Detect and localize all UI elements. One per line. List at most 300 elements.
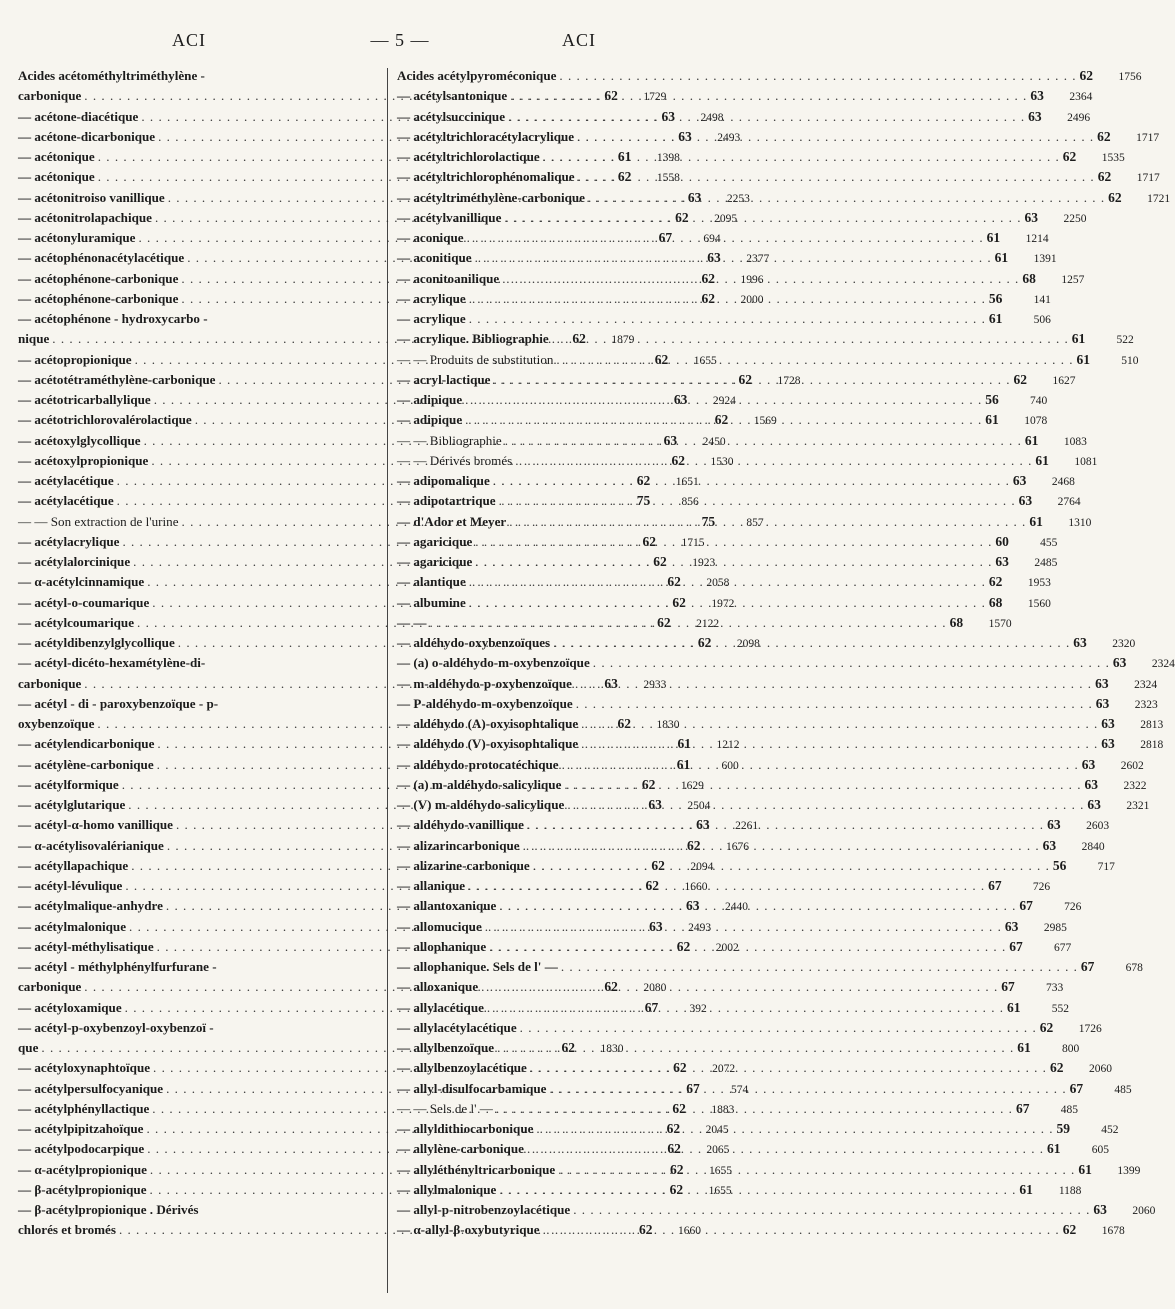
- index-entry: [397, 188, 1171, 208]
- volume-number: 63: [1093, 1202, 1107, 1217]
- entry-term: — P-aldéhydo-m-oxybenzoïque: [397, 695, 573, 711]
- dot-leader: [465, 410, 982, 430]
- entry-term: — acétylacrylique: [18, 533, 120, 549]
- entry-line: [397, 410, 1048, 430]
- volume-number: 62: [672, 1100, 686, 1116]
- index-entry: [397, 228, 1049, 248]
- page-reference: 856: [681, 496, 699, 509]
- entry-term: — adipomalique: [397, 473, 490, 488]
- entry-line: [397, 957, 1143, 977]
- entry-term: — aconitoanilique: [397, 270, 500, 286]
- entry-term: — acétonitrolapachique: [18, 209, 152, 225]
- index-entry: [397, 1079, 1132, 1099]
- index-entry: [397, 957, 1143, 977]
- entry-term: — acétylène-carbonique: [18, 756, 154, 772]
- page-reference: 2065: [706, 1144, 730, 1157]
- entry-term: — α-allyl-β-oxybutyrique: [397, 1222, 540, 1238]
- page-reference: 678: [1125, 962, 1143, 974]
- page-number: — 5 —: [370, 30, 430, 50]
- volume-number: 63: [1047, 817, 1061, 833]
- page-reference: 506: [1033, 314, 1051, 326]
- page-reference: 717: [1097, 860, 1115, 873]
- index-entry: [397, 208, 1087, 228]
- entry-line-continued: [18, 653, 374, 673]
- entry-term: — acétophénone - hydroxycarbo -: [18, 311, 208, 326]
- volume-number: 67: [658, 230, 673, 245]
- page-reference: 2603: [1086, 820, 1110, 833]
- dot-leader: [561, 957, 1078, 977]
- dot-leader: [465, 390, 982, 410]
- volume-number: 62: [657, 614, 671, 630]
- index-entry: [397, 1018, 1102, 1038]
- dot-leader: [576, 694, 1093, 714]
- page-reference: 1883: [711, 1103, 735, 1116]
- index-entry: [397, 998, 1070, 1018]
- entry-line: [397, 471, 1075, 491]
- dot-leader: [550, 1079, 1067, 1099]
- page-reference: 2324: [1134, 678, 1158, 691]
- entry-term: — acétylendicarbonique: [18, 736, 155, 752]
- index-entry: [397, 775, 1147, 795]
- entry-term: — acétyllapachique: [18, 857, 129, 873]
- volume-number: 63: [1004, 918, 1019, 934]
- volume-number: 56: [988, 290, 1003, 306]
- volume-number: 62: [701, 270, 715, 286]
- entry-line: [397, 917, 1067, 937]
- entry-term: — acétylformique: [18, 776, 119, 792]
- entry-term: — α-acétylisovalérianique: [18, 837, 164, 853]
- index-entry: [397, 1200, 1156, 1220]
- page-reference: 2098: [736, 638, 760, 650]
- volume-number: 63: [1084, 776, 1098, 792]
- volume-number: 62: [667, 1141, 681, 1157]
- dot-leader: [509, 512, 1026, 532]
- entry-line-continued: [18, 694, 374, 714]
- volume-number: 56: [985, 392, 999, 407]
- page-reference: 1660: [678, 1225, 702, 1238]
- entry-term: — acrylique: [397, 290, 466, 306]
- volume-number: 62: [1097, 128, 1111, 144]
- volume-number: 61: [1078, 1161, 1092, 1177]
- dot-leader: [505, 431, 1022, 451]
- entry-term: — acétonyluramique: [18, 230, 136, 245]
- entry-term: — acétylsantonique: [397, 88, 508, 104]
- entry-line: [397, 390, 1048, 410]
- volume-number: 63: [673, 392, 688, 407]
- page-reference: 1729: [643, 91, 667, 104]
- page-reference: 2323: [1134, 698, 1158, 711]
- volume-number: 62: [572, 331, 586, 347]
- page-reference: 1212: [716, 739, 740, 752]
- entry-line: [397, 350, 1139, 370]
- entry-term: — albumine: [397, 594, 466, 610]
- entry-term: — β-acétylpropionique . Dérivés: [18, 1202, 199, 1217]
- dot-leader: [581, 714, 1098, 734]
- dot-leader: [577, 127, 1094, 147]
- volume-number: 67: [644, 999, 659, 1015]
- volume-number: 61: [1029, 513, 1043, 529]
- volume-number: 62: [645, 878, 659, 893]
- entry-line: [397, 66, 1142, 86]
- page-reference: 2002: [715, 941, 739, 954]
- page-reference: 1655: [709, 1164, 733, 1177]
- page-reference: 552: [1051, 1002, 1070, 1015]
- entry-term: — aldéhydo (A)-oxyisophtalique: [397, 716, 579, 731]
- dot-leader: [533, 856, 1050, 876]
- index-entry: [397, 431, 1087, 451]
- entry-line: [397, 127, 1160, 147]
- page-reference: 392: [689, 1002, 707, 1015]
- entry-line: [397, 269, 1085, 289]
- entry-line-continued: [18, 66, 374, 86]
- dot-leader: [588, 188, 1105, 208]
- page-reference: 1257: [1061, 273, 1085, 286]
- page-reference: 2250: [1063, 212, 1087, 225]
- index-entry: [397, 836, 1105, 856]
- dot-leader: [469, 309, 986, 329]
- index-entry: [397, 937, 1072, 957]
- index-entry: [397, 532, 1058, 552]
- entry-term: carbonique: [18, 675, 82, 691]
- index-entry: [397, 1160, 1141, 1180]
- volume-number: 56: [1052, 857, 1067, 873]
- volume-number: 63: [1095, 695, 1110, 711]
- dot-leader: [564, 775, 1081, 795]
- dot-leader: [504, 208, 1021, 228]
- dot-leader: [481, 977, 998, 997]
- entry-line: [397, 795, 1150, 815]
- index-entry: [397, 876, 1051, 896]
- page-reference: 1570: [988, 617, 1012, 630]
- entry-term: — α-acétylcinnamique: [18, 574, 145, 590]
- entry-term: — acétophénonacétylacétique: [18, 250, 185, 266]
- entry-term: — acétylpersulfocyanique: [18, 1080, 164, 1096]
- page-reference: 1214: [1025, 233, 1049, 245]
- entry-term: — aldéhydo-oxybenzoïques: [397, 635, 551, 650]
- index-entry: [397, 1058, 1112, 1078]
- entry-line-continued: [18, 309, 374, 329]
- entry-term: — acétyloxynaphtoïque: [18, 1060, 151, 1076]
- volume-number: 63: [1028, 108, 1042, 124]
- dot-leader: [573, 1200, 1090, 1220]
- dot-leader: [487, 998, 1004, 1018]
- entry-line: [397, 1180, 1082, 1200]
- volume-number: 68: [988, 594, 1003, 610]
- entry-line: [397, 613, 1012, 633]
- page-reference: 2764: [1057, 496, 1081, 509]
- volume-number: 62: [701, 290, 715, 306]
- page-reference: 1717: [1136, 131, 1160, 144]
- dot-leader: [575, 674, 1092, 694]
- entry-term: — acétyltrichlorophénomalique: [397, 169, 575, 185]
- index-entry: [397, 289, 1051, 309]
- entry-line: [397, 208, 1087, 228]
- dot-leader: [467, 228, 984, 248]
- entry-line: [397, 289, 1051, 309]
- entry-term: — acrylique: [397, 311, 466, 326]
- entry-term: — — Bibliographie: [397, 432, 502, 448]
- entry-term: — acétoxylglycollique: [18, 432, 141, 448]
- entry-line: [397, 815, 1110, 835]
- entry-term: — acétylmalonique: [18, 918, 127, 934]
- page-reference: 1715: [681, 536, 705, 549]
- index-entry: [397, 1220, 1125, 1240]
- volume-number: 67: [1001, 979, 1015, 995]
- page-reference: 2320: [1112, 638, 1136, 650]
- entry-term: — agaricique: [397, 554, 473, 569]
- volume-number: 61: [676, 756, 691, 772]
- volume-number: 62: [604, 88, 618, 104]
- volume-number: 62: [671, 452, 685, 468]
- page-reference: 141: [1033, 293, 1051, 306]
- volume-number: 63: [1042, 837, 1057, 853]
- page-reference: 1078: [1024, 415, 1048, 428]
- volume-number: 61: [1019, 1181, 1033, 1197]
- entry-term: — aldéhydo-vanillique: [397, 817, 524, 833]
- volume-number: 63: [1073, 635, 1087, 650]
- dot-leader: [502, 269, 1019, 289]
- entry-term: — acétone-dicarbonique: [18, 128, 156, 144]
- volume-number: 61: [1047, 1141, 1061, 1157]
- entry-term: — acétonique: [18, 169, 95, 185]
- dot-leader: [581, 734, 1098, 754]
- page-reference: 510: [1121, 354, 1139, 367]
- entry-line: [397, 86, 1093, 106]
- volume-number: 62: [988, 574, 1003, 590]
- index-entry: [397, 896, 1082, 916]
- page-reference: 522: [1116, 334, 1134, 347]
- page-reference: 1678: [1101, 1225, 1125, 1238]
- page-reference: 2080: [643, 982, 667, 995]
- dot-leader: [515, 451, 1032, 471]
- entry-term: — acétylacétique: [18, 473, 114, 488]
- volume-number: 62: [604, 979, 618, 995]
- page-reference: 1188: [1058, 1184, 1082, 1197]
- page-reference: 2504: [687, 800, 711, 812]
- entry-line: [397, 1139, 1110, 1159]
- entry-line: [397, 856, 1115, 876]
- page-reference: 694: [703, 233, 721, 245]
- entry-line: [397, 248, 1057, 268]
- volume-number: 67: [1019, 898, 1033, 914]
- page-reference: 726: [1064, 901, 1082, 914]
- entry-term: — acétyldibenzylglycollique: [18, 635, 175, 650]
- page-reference: 740: [1029, 395, 1048, 407]
- page-reference: 1558: [656, 172, 680, 185]
- volume-number: 61: [1024, 432, 1039, 448]
- entry-line-continued: [18, 957, 374, 977]
- entry-term: — acétotrichlorovalérolactique: [18, 412, 192, 428]
- index-entry: [397, 694, 1158, 714]
- index-entry: [397, 66, 1142, 86]
- page-reference: 2322: [1123, 779, 1147, 792]
- entry-term: — acétylacétique: [18, 493, 114, 509]
- dot-leader: [499, 896, 1016, 916]
- volume-number: 63: [707, 250, 721, 266]
- page-reference: 1655: [708, 1184, 732, 1197]
- page-reference: 2000: [740, 293, 764, 306]
- entry-term: — allophanique: [397, 938, 487, 954]
- running-head-left: ACI: [172, 30, 206, 50]
- entry-term: — acétoxylpropionique: [18, 452, 149, 468]
- page-reference: 1726: [1078, 1022, 1102, 1035]
- entry-term: — acétylcoumarique: [18, 614, 135, 630]
- volume-number: 67: [1069, 1080, 1084, 1096]
- page-reference: 455: [1040, 536, 1058, 549]
- index-entry: [397, 329, 1134, 349]
- page-reference: 1676: [725, 840, 749, 853]
- volume-number: 62: [1108, 189, 1122, 205]
- index-entry: [397, 755, 1144, 775]
- page-reference: 2377: [746, 253, 770, 266]
- entry-term: Acides acétylpyroméconique: [397, 68, 557, 83]
- index-entry: [397, 1038, 1080, 1058]
- dot-leader: [469, 593, 986, 613]
- dot-leader: [593, 653, 1110, 673]
- index-entry: [397, 390, 1048, 410]
- entry-term: — — Produits de substitution: [397, 351, 554, 367]
- page-reference: 2924: [712, 395, 736, 407]
- volume-number: 61: [988, 311, 1003, 326]
- volume-number: 61: [1076, 351, 1091, 367]
- volume-number: 75: [701, 513, 716, 529]
- dot-leader: [558, 1160, 1075, 1180]
- volume-number: 63: [685, 898, 700, 914]
- entry-line: [397, 1099, 1078, 1119]
- dot-leader: [543, 1220, 1060, 1240]
- volume-number: 67: [1009, 938, 1023, 954]
- page-reference: 1391: [1033, 253, 1057, 266]
- entry-term: — acétotricarballylique: [18, 392, 151, 407]
- volume-number: 61: [1017, 1040, 1031, 1055]
- page-reference: 1081: [1074, 455, 1098, 468]
- page-reference: 574: [730, 1083, 749, 1096]
- page-reference: 1535: [1101, 152, 1125, 164]
- volume-number: 59: [1056, 1121, 1071, 1136]
- entry-term: — acétyl-méthylisatique: [18, 938, 154, 954]
- volume-number: 63: [1012, 473, 1027, 488]
- volume-number: 63: [1095, 675, 1109, 691]
- volume-number: 61: [1071, 331, 1086, 347]
- volume-number: 62: [667, 574, 681, 590]
- entry-term: — allanique: [397, 878, 466, 893]
- page-reference: 1756: [1118, 71, 1142, 83]
- volume-number: 63: [1101, 736, 1115, 752]
- page-reference: 2818: [1140, 739, 1164, 752]
- entry-term: — alantique: [397, 574, 466, 590]
- entry-line: [397, 228, 1049, 248]
- index-entry: [397, 350, 1139, 370]
- entry-term: — adipotartrique: [397, 493, 496, 509]
- entry-term: — acétyl-lévulique: [18, 878, 123, 893]
- volume-number: 62: [669, 1181, 684, 1197]
- entry-term: — acétylvanillique: [397, 209, 502, 225]
- index-entry: [397, 410, 1048, 430]
- volume-number: 67: [1015, 1100, 1030, 1116]
- entry-line: [397, 1038, 1080, 1058]
- entry-line: [397, 734, 1164, 754]
- volume-number: 62: [617, 716, 631, 731]
- page-reference: 1655: [693, 354, 717, 367]
- page-reference: 2468: [1051, 476, 1075, 488]
- dot-leader: [493, 471, 1010, 491]
- volume-number: 63: [648, 797, 662, 812]
- entry-line: [18, 613, 720, 633]
- volume-number: 62: [675, 209, 689, 225]
- volume-number: 63: [1101, 716, 1115, 731]
- page-reference: 2261: [735, 820, 759, 833]
- entry-term: — acétotétraméthylène-carbonique: [18, 371, 216, 387]
- entry-term: — acétyl - di - paroxybenzoïque - p-: [18, 695, 219, 711]
- volume-number: 67: [1080, 959, 1095, 974]
- page-reference: 726: [1032, 881, 1051, 893]
- entry-term: — allylmalonique: [397, 1181, 497, 1197]
- page-reference: 2813: [1140, 719, 1164, 731]
- entry-line: [397, 1079, 1132, 1099]
- entry-line: [397, 329, 1134, 349]
- entry-term: — allylbenzoïque: [397, 1040, 495, 1055]
- index-entry: [397, 1099, 1078, 1119]
- page-reference: 2253: [726, 192, 750, 205]
- page-reference: 2122: [696, 617, 720, 630]
- entry-term: — allophanique. Sels de l' —: [397, 959, 558, 974]
- volume-number: 63: [663, 432, 678, 448]
- entry-term: — acétyl-o-coumarique: [18, 594, 150, 610]
- index-entry: [397, 269, 1085, 289]
- entry-term: Acides acétométhyltriméthylène -: [18, 68, 205, 83]
- index-entry: [397, 633, 1136, 653]
- index-entry: [397, 86, 1093, 106]
- entry-line: [397, 694, 1158, 714]
- volume-number: 63: [995, 554, 1009, 569]
- index-entry: [397, 714, 1164, 734]
- dot-leader: [469, 572, 986, 592]
- entry-term: nique: [18, 331, 50, 347]
- entry-term: — allylène-carbonique: [397, 1141, 524, 1157]
- page-reference: 1996: [740, 273, 764, 286]
- volume-number: 61: [986, 230, 1001, 245]
- entry-term: chlorés et bromés: [18, 1222, 116, 1238]
- page-reference: 452: [1101, 1124, 1119, 1136]
- entry-term: — acétyltrichlorolactique: [397, 149, 540, 164]
- entry-term: carbonique: [18, 88, 82, 104]
- entry-term: — — Son extraction de l'urine: [18, 513, 179, 529]
- dot-leader: [475, 248, 992, 268]
- entry-term: — allylbenzoylacétique: [397, 1060, 527, 1076]
- page-reference: 2045: [705, 1124, 729, 1136]
- page-reference: 2095: [714, 212, 738, 225]
- entry-term: — acétone-diacétique: [18, 108, 139, 124]
- entry-term: — acétonique: [18, 149, 95, 164]
- entry-term: — aldéhydo (V)-oxyisophtalique: [397, 736, 579, 752]
- index-entry: [397, 977, 1064, 997]
- dot-leader: [499, 491, 1016, 511]
- volume-number: 62: [738, 371, 753, 387]
- entry-term: — — Dérivés bromés: [397, 452, 513, 468]
- entry-term: — adipique: [397, 412, 463, 428]
- dot-leader: [536, 1119, 1053, 1139]
- entry-term: — acétylsuccinique: [397, 108, 506, 124]
- dot-leader: [520, 1018, 1037, 1038]
- entry-term: — aconitique: [397, 250, 472, 266]
- page-reference: 1560: [1027, 597, 1051, 610]
- entry-line: [397, 491, 1081, 511]
- entry-term: que: [18, 1040, 39, 1055]
- page-reference: 2072: [712, 1063, 736, 1076]
- volume-number: 62: [653, 554, 667, 569]
- volume-number: 62: [561, 1040, 575, 1055]
- entry-line: [397, 998, 1070, 1018]
